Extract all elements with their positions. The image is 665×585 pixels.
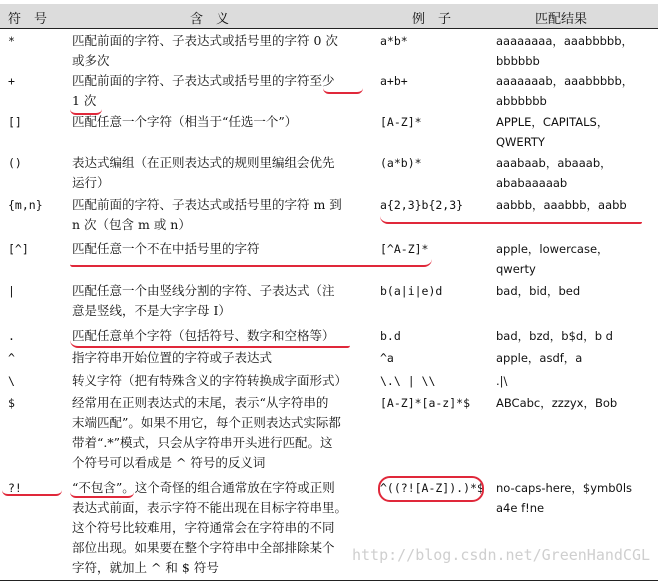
row-example: a{2,3}b{2,3} xyxy=(380,198,464,212)
row-meaning-line: 转义字符（把有特殊含义的字符转换成字面形式） xyxy=(72,373,348,388)
row-meaning-line: 经常用在正则表达式的末尾，表示“从字符串的 xyxy=(72,395,329,410)
row-meaning-line: 个符号可以看成是 ^ 符号的反义词 xyxy=(72,455,266,470)
row-symbol: [^] xyxy=(8,242,29,256)
row-example: ^a xyxy=(380,351,394,365)
row-example: [A-Z]* xyxy=(380,115,422,129)
row-meaning-line: 指字符串开始位置的字符或子表达式 xyxy=(72,350,273,365)
row-result-line: .|\ xyxy=(496,374,508,388)
row-result-line: aaaaaaab，aaabbbbb， xyxy=(496,74,634,88)
row-symbol: () xyxy=(8,156,22,170)
row-result-line: bad，bid，bed xyxy=(496,284,581,298)
row-example: [^A-Z]* xyxy=(380,242,429,256)
row-meaning-line: 匹配任意一个字符（相当于“任选一个”） xyxy=(72,114,298,129)
row-symbol: ?! xyxy=(8,481,22,495)
row-symbol: + xyxy=(8,74,15,88)
row-result-line: apple，lowercase， xyxy=(496,242,609,256)
row-meaning-line: 表达式编组（在正则表达式的规则里编组会优先 xyxy=(72,155,335,170)
row-meaning-line: “不包含”。这个奇怪的组合通常放在字符或正则 xyxy=(72,480,335,495)
row-result-line: a4e f!ne xyxy=(496,501,545,515)
row-example: \.\ | \\ xyxy=(380,374,436,388)
row-meaning-line: 匹配任意一个由竖线分割的字符、子表达式（注 xyxy=(72,283,335,298)
row-symbol: | xyxy=(8,284,15,298)
table-bottom-rule xyxy=(0,580,658,581)
row-symbol: . xyxy=(8,329,15,343)
row-meaning-line: 表达式前面，表示字符不能出现在目标字符串里。 xyxy=(72,500,348,515)
row-example: a*b* xyxy=(380,34,408,48)
row-meaning-line: 匹配前面的字符、子表达式或括号里的字符至少 xyxy=(72,73,335,88)
row-meaning-line: 字符，就加上 ^ 和 $ 符号 xyxy=(72,560,219,575)
row-result-line: qwerty xyxy=(496,262,536,276)
row-result-line: QWERTY xyxy=(496,135,545,149)
row-symbol: $ xyxy=(8,396,15,410)
row-example: [A-Z]*[a-z]*$ xyxy=(380,396,471,410)
row-result-line: aaabaab，abaaab， xyxy=(496,156,612,170)
row-result-line: APPLE，CAPITALS， xyxy=(496,115,609,129)
row-meaning-line: 匹配前面的字符、子表达式或括号里的字符 m 到 xyxy=(72,197,342,212)
row-result-line: bbbbbb xyxy=(496,54,540,68)
row-symbol: * xyxy=(8,34,15,48)
header-result: 匹配结果 xyxy=(535,12,588,27)
row-meaning-line: 匹配任意一个不在中括号里的字符 xyxy=(72,241,260,256)
row-example: a+b+ xyxy=(380,74,408,88)
row-meaning-line: n 次（包含 m 或 n） xyxy=(72,217,191,232)
row-meaning-line: 这个符号比较难用，字符通常会在字符串的不同 xyxy=(72,520,335,535)
row-meaning-line: 1 次 xyxy=(72,93,97,108)
row-example: (a*b)* xyxy=(380,156,422,170)
header-example: 例 子 xyxy=(412,12,452,27)
underline-mark-negclass xyxy=(70,259,432,267)
watermark: http://blog.csdn.net/GreenHandCGL xyxy=(352,546,651,564)
row-symbol: {m,n} xyxy=(8,198,43,212)
row-symbol: ^ xyxy=(8,351,15,365)
row-result-line: apple，asdf，a xyxy=(496,351,583,365)
row-example: b.d xyxy=(380,329,401,343)
row-meaning-line: 匹配任意单个字符（包括符号、数字和空格等） xyxy=(72,328,335,343)
row-meaning-line: 匹配前面的字符、子表达式或括号里的字符 0 次 xyxy=(72,33,338,48)
underline-mark-range xyxy=(380,216,642,224)
row-meaning-line: 部位出现。如果要在整个字符串中全部排除某个 xyxy=(72,540,335,555)
row-meaning-line: 或多次 xyxy=(72,53,110,68)
row-result-line: aaaaaaaa，aaabbbbb， xyxy=(496,34,634,48)
table-header-rule xyxy=(0,28,658,29)
row-meaning-line: 末端匹配”。如果不用它，每个正则表达式实际都 xyxy=(72,415,341,430)
row-result-line: ABCabc，zzzyx，Bob xyxy=(496,396,618,410)
row-symbol: \ xyxy=(8,374,15,388)
row-symbol: [] xyxy=(8,115,22,129)
header-symbol: 符 号 xyxy=(8,12,48,27)
row-meaning-line: 运行） xyxy=(72,175,110,190)
row-example: b(a|i|e)d xyxy=(380,284,443,298)
row-result-line: ababaaaaab xyxy=(496,176,568,190)
row-result-line: aabbb，aaabbb，aabb xyxy=(496,198,627,212)
row-result-line: bad，bzd，b$d，b d xyxy=(496,329,613,343)
row-result-line: no-caps-here，$ymb0ls xyxy=(496,481,633,495)
row-result-line: abbbbbb xyxy=(496,94,547,108)
row-meaning-line: 带着“.*”模式，只会从字符串开头进行匹配。这 xyxy=(72,435,333,450)
header-meaning: 含 义 xyxy=(190,12,230,27)
row-example: ^((?![A-Z]).)*$ xyxy=(380,481,484,495)
row-meaning-line: 意是竖线，不是大字字母 I） xyxy=(72,303,231,318)
